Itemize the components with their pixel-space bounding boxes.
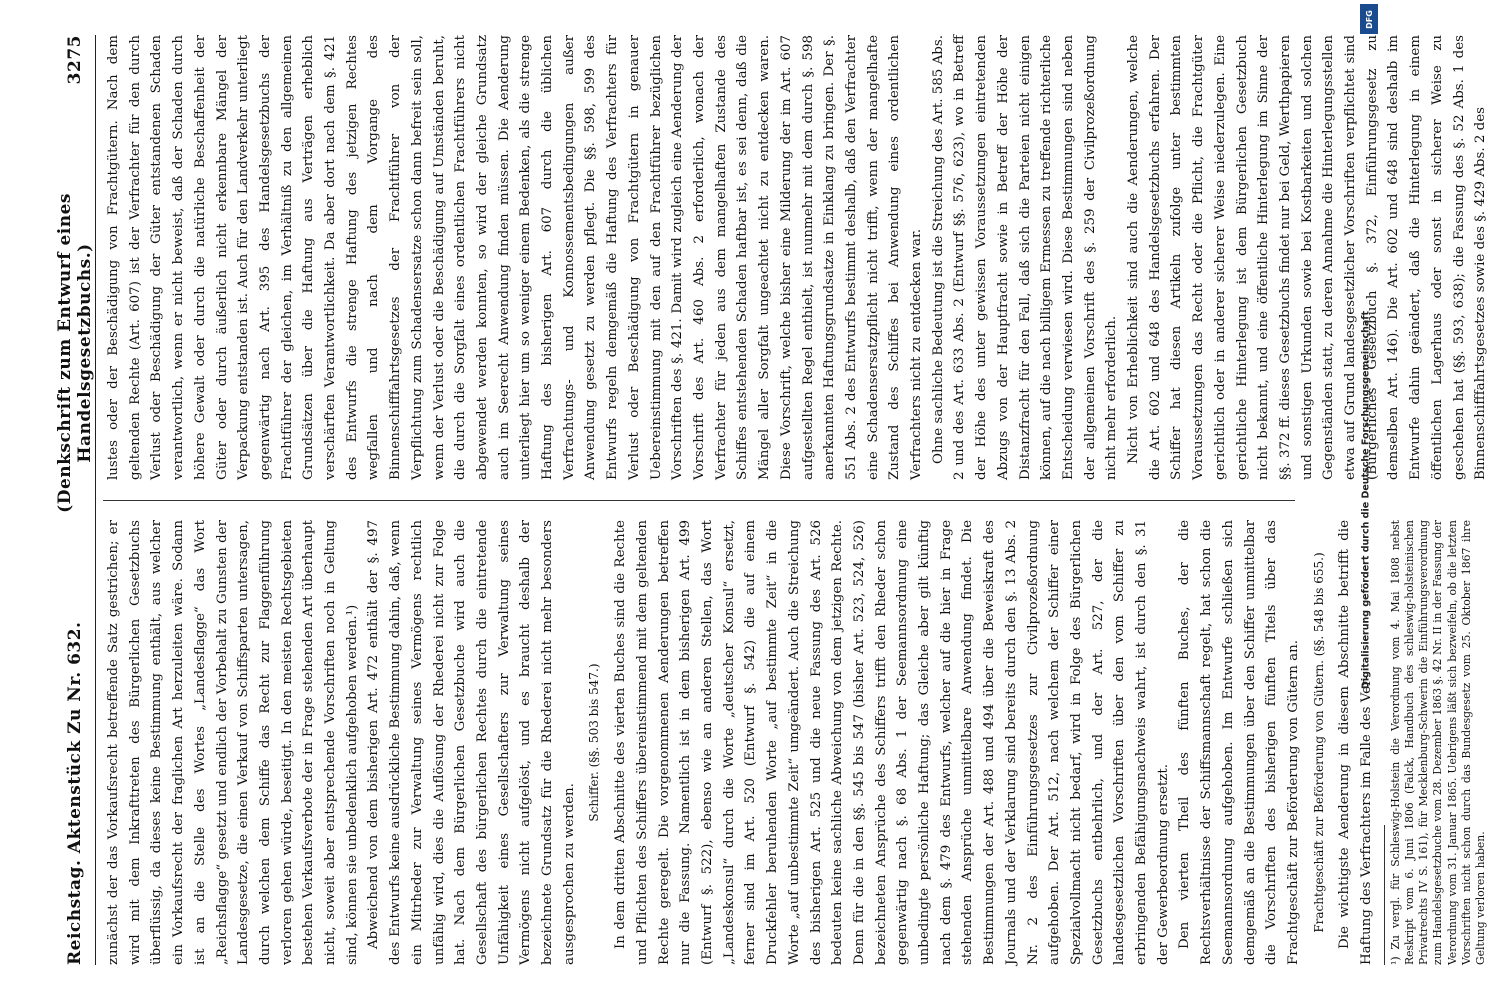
section-heading: Frachtgeschäft zur Beförderung von Gütern. (§§. 548 bis 655.) bbox=[1311, 552, 1326, 933]
paragraph: Den vierten Theil des fünften Buches, der die Rechtsverhältnisse der Schiffsmannschaft regelt, hat schon die Seemannsordnung aufgehoben. Im Entwurfe schließen sich demgemäß an die Bestimmungen über den Schiffer unmittelbar die Vorschriften des bisherigen fünften Titels über das Frachtgeschäft zur Beförderung von Gütern an. bbox=[1177, 520, 1301, 965]
column-divider bbox=[103, 500, 1295, 501]
digitization-credit: Digitalisierung gefördert durch die Deutsche Forschungsgemeinschaft bbox=[1360, 311, 1372, 689]
page-number: 3275 bbox=[65, 35, 85, 85]
footnote: ¹) Zu vergl. für Schleswig-Holstein die Verordnung vom 4. Mai 1808 nebst Reskript vom 6. Juni 1806 (Falck, Handbuch des schleswig-holsteinischen Privatrechts IV S. 161), für Mecklenburg-Schwerin die Einführungsverordnung zum Handelsgesetzbuche vom 28. Dezember 1863 §. 42 Nr. II in der Fassung der Verordnung vom 31. Januar 1865. Uebrigens läßt sich bezweifeln, ob die letzten Vorschriften nicht schon durch das Bundesgesetz vom 25. Oktober 1867 ihre Geltung verloren haben. bbox=[1388, 520, 1487, 965]
paragraph: lustes oder der Beschädigung von Frachtgütern. Nach dem geltenden Rechte (Art. 607) ist der Verfrachter für den durch Verlust oder Beschädigung der Güter entstandenen Schaden verantwortlich, wenn er nicht beweist, daß der Schaden durch höhere Gewalt oder durch die natürliche Beschaffenheit der Güter oder durch äußerlich nicht erkennbare Mängel der Verpackung entstanden ist. Auch für den Landverkehr unterliegt gegenwärtig nach Art. 395 des Handelsgesetzbuchs der Frachtführer der gleichen, im Verhältniß zu den allgemeinen Grundsätzen über die Haftung aus Verträgen erheblich verschärften Verantwortlichkeit. Da aber dort nach dem §. 421 des Entwurfs die strenge Haftung des jetzigen Rechtes wegfallen und nach dem Vorgange des Binnenschifffahrtsgesetzes der Frachtführer von der Verpflichtung zum Schadensersatze schon dann befreit sein soll, wenn der Verlust oder die Beschädigung auf Umständen beruht, die durch die Sorgfalt eines ordentlichen Frachtführers nicht abgewendet werden konnten, so wird der gleiche Grundsatz auch im Seerecht Anwendung finden müssen. Die Aenderung unterliegt hier um so weniger einem Bedenken, als die strenge Haftung des bisherigen Art. 607 durch die üblichen Verfrachtungs- und Konnossementsbedingungen außer Anwendung gesetzt zu werden pflegt. Die §§. 598, 599 des Entwurfs regeln demgemäß die Haftung des Verfrachters für Verlust oder Beschädigung von Frachtgütern in genauer Uebereinstimmung mit den auf den Frachtführer bezüglichen Vorschriften des §. 421. Damit wird zugleich eine Aenderung der Vorschrift des Art. 460 Abs. 2 erforderlich, wonach der Verfrachter für jeden aus dem mangelhaften Zustande des Schiffes entstehenden Schaden haftbar ist, es sei denn, daß die Mängel aller Sorgfalt ungeachtet nicht zu entdecken waren. Diese Vorschrift, welche bisher eine Milderung der im Art. 607 aufgestellten Regel enthielt, ist nunmehr mit dem durch §. 598 anerkannten Haftungsgrundsatze in Einklang zu bringen. Der §. 551 Abs. 2 des Entwurfs bestimmt deshalb, daß den Verfrachter eine Schadensersatzpflicht nicht trifft, wenn der mangelhafte Zustand des Schiffes bei Anwendung eines ordentlichen Verfrachters nicht zu entdecken war. bbox=[106, 35, 925, 480]
paragraph: Abweichend von dem bisherigen Art. 472 enthält der §. 497 des Entwurfs keine ausdrückliche Bestimmung dahin, daß, wenn ein Mitrheder zur Verwaltung seines Vermögens rechtlich unfähig wird, dies die Auflösung der Rhederei nicht zur Folge hat. Nach dem Bürgerlichen Gesetzbuche wird auch die Gesellschaft des bürgerlichen Rechtes durch die eintretende Unfähigkeit eines Gesellschafters zur Verwaltung seines Vermögens nicht aufgelöst, und es braucht deshalb der bezeichnete Grundsatz für die Rhederei nicht mehr besonders ausgesprochen zu werden. bbox=[366, 520, 577, 965]
paragraph: Die wichtigste Aenderung in diesem Abschnitte betrifft die Haftung des Verfrachters im Falle des Ver- bbox=[1337, 520, 1375, 965]
paragraph: In dem dritten Abschnitte des vierten Buches sind die Rechte und Pflichten des Schiffers übereinstimmend mit dem geltenden Rechte geregelt. Die vorgenommenen Aenderungen betreffen nur die Fassung. Namentlich ist in dem bisherigen Art. 499 (Entwurf §. 522), ebenso wie an anderen Stellen, das Wort „Landeskonsul“ durch die Worte „deutscher Konsul“ ersetzt, ferner sind im Art. 520 (Entwurf §. 542) die auf einem Druckfehler beruhenden Worte „auf bestimmte Zeit“ in die Worte „auf unbestimmte Zeit“ umgeändert. Auch die Streichung des bisherigen Art. 525 und die neue Fassung des Art. 526 bedeuten keine sachliche Abweichung von dem jetzigen Rechte. Denn für die in den §§. 545 bis 547 (bisher Art. 523, 524, 526) bezeichneten Ansprüche des Schiffers trifft den Rheder schon gegenwärtig nach §. 68 Abs. 1 der Seemannsordnung eine unbedingte persönliche Haftung; das Gleiche aber gilt künftig nach dem §. 479 des Entwurfs, welcher auf die hier in Frage stehenden Ansprüche unmittelbare Anwendung findet. Die Bestimmungen der Art. 488 und 494 über die Beweiskraft des Journals und der Verklarung sind bereits durch den §. 13 Abs. 2 Nr. 2 des Einführungsgesetzes zur Civilprozeßordnung aufgehoben. Der Art. 512, nach welchem der Schiffer einer Spezialvollmacht nicht bedarf, wird in Folge des Bürgerlichen Gesetzbuchs entbehrlich, und der Art. 527, der die landesgesetzlichen Vorschriften über den vom Schiffer zu erbringenden Befähigungsnachweis wahrt, ist durch den §. 31 der Gewerbeordnung ersetzt. bbox=[613, 520, 1171, 965]
page-header bbox=[55, 35, 96, 965]
paragraph: zunächst der das Vorkaufsrecht betreffende Satz gestrichen; er wird mit dem Inkrafttreten des Bürgerlichen Gesetzbuchs überflüssig, da dieses keine Bestimmung enthält, aus welcher ein Vorkaufsrecht der fraglichen Art herzuleiten wäre. Sodann ist an die Stelle des Wortes „Landesflagge“ das Wort „Reichsflagge“ gesetzt und endlich der Vorbehalt zu Gunsten der Landesgesetze, die einen Verkauf von Schiffsparten untersagen, durch welchen dem Schiffe das Recht zur Flaggenführung verloren gehen würde, beseitigt. In den meisten Rechtsgebieten bestehen Verkaufsverbote der in Frage stehenden Art überhaupt nicht, soweit aber entsprechende Vorschriften noch in Geltung sind, können sie unbedenklich aufgehoben werden.¹) bbox=[106, 520, 360, 965]
left-column bbox=[103, 520, 1487, 965]
dfg-logo-text: DFG bbox=[1364, 9, 1374, 29]
dfg-logo bbox=[1360, 4, 1378, 34]
paragraph: Nicht von Erheblichkeit sind auch die Aenderungen, welche die Art. 602 und 648 des Handelsgesetzbuchs erfahren. Der Schiffer hat diesen Artikeln zufolge unter bestimmten Voraussetzungen das Recht oder die Pflicht, die Frachtgüter gerichtlich oder in anderer sicherer Weise niederzulegen. Eine gerichtliche Hinterlegung ist dem Bürgerlichen Gesetzbuch nicht bekannt, und eine öffentliche Hinterlegung im Sinne der §§. 372 ff. dieses Gesetzbuchs findet nur bei Geld, Werthpapieren und sonstigen Urkunden sowie bei Kostbarkeiten und solchen Gegenständen statt, zu deren Annahme die Hinterlegungsstellen etwa auf Grund landesgesetzlicher Vorschriften verpflichtet sind (Bürgerliches Gesetzbuch §. 372, Einführungsgesetz zu demselben Art. 146). Die Art. 602 und 648 sind deshalb im Entwurfe dahin geändert, daß die Hinterlegung in einem öffentlichen Lagerhaus oder sonst in sicherer Weise zu geschehen hat (§§. 593, 638); die Fassung des §. 52 Abs. 1 des Binnenschifffahrtsgesetzes sowie des §. 429 Abs. 2 des bbox=[1126, 35, 1489, 480]
footnote-rule bbox=[1384, 825, 1385, 965]
header-subtitle: (Denkschrift zum Entwurf eines Handelsgesetzbuchs.) bbox=[55, 193, 95, 513]
right-column bbox=[103, 35, 1489, 480]
paragraph: Ohne sachliche Bedeutung ist die Streichung des Art. 585 Abs. 2 und des Art. 633 Abs. 2 (Entwurf §§. 576, 623), wo in Betreff der Höhe des unter gewissen Voraussetzungen eintretenden Abzugs von der Hauptfracht sowie in Betreff der Höhe der Distanzfracht für den Fall, daß sich die Parteien nicht einigen können, auf die nach billigem Ermessen zu treffende richterliche Entscheidung verwiesen wird. Diese Bestimmungen sind neben der allgemeinen Vorschrift des §. 259 der Civilprozeßordnung nicht mehr erforderlich. bbox=[930, 35, 1120, 480]
section-heading: Schiffer. (§§. 503 bis 547.) bbox=[587, 663, 602, 822]
header-title: Reichstag. Aktenstück Zu Nr. 632. bbox=[65, 621, 85, 965]
